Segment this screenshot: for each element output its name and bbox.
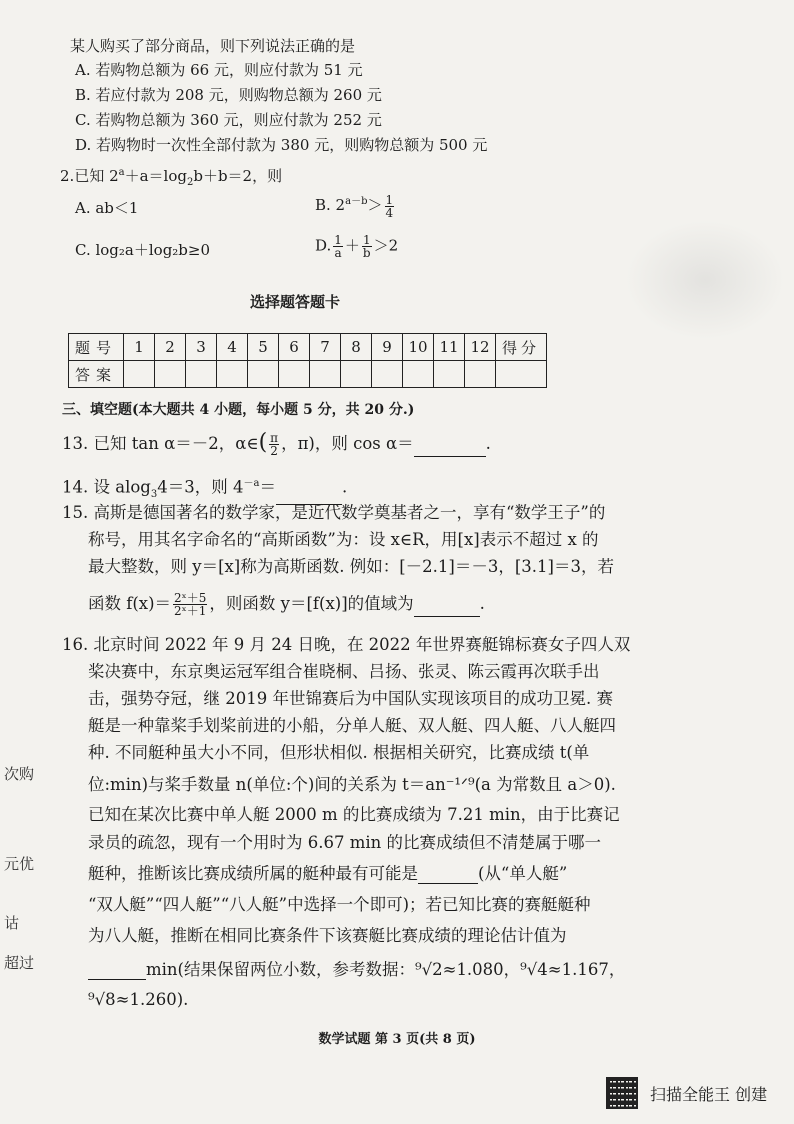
section-heading: 三、填空题(本大题共 4 小题，每小题 5 分，共 20 分.) xyxy=(62,402,415,418)
q16-line: 艇是一种靠桨手划桨前进的小船，分单人艇、双人艇、四人艇、八人艇四 xyxy=(88,716,616,735)
question-number-cell: 5 xyxy=(248,334,279,361)
q1-option-d: D. 若购物时一次性全部付款为 380 元，则购物总额为 500 元 xyxy=(75,136,488,154)
answer-blank[interactable] xyxy=(88,963,146,980)
score-cell[interactable] xyxy=(496,361,547,388)
margin-note: 超过 xyxy=(4,954,35,972)
answer-cell[interactable] xyxy=(248,361,279,388)
q1-option-a: A. 若购物总额为 66 元，则应付款为 51 元 xyxy=(75,61,363,79)
q2-option-d: D. $\frac{1}{a}$ ＋ $\frac{1}{b}$ ＞2 xyxy=(315,233,399,260)
q16-line: 位:min)与桨手数量 n(单位:个)间的关系为 t＝an⁻¹ᐟ⁹(a 为常数且 a＞0). xyxy=(88,775,616,794)
table-row xyxy=(69,334,547,361)
fraction: $\frac{\pi}{2}$ xyxy=(270,431,279,458)
score-header: 得分 xyxy=(496,334,547,361)
answer-cell[interactable] xyxy=(372,361,403,388)
bleed-through-shadow xyxy=(625,220,785,340)
fraction: $\frac{1}{a}$ xyxy=(334,233,342,260)
q16-line: 种. 不同艇种虽大小不同，但形状相似. 根据相关研究，比赛成绩 t(单 xyxy=(88,743,590,762)
answer-cell[interactable] xyxy=(124,361,155,388)
q15-line: 最大整数，则 y＝[x]称为高斯函数. 例如：[－2.1]＝－3，[3.1]＝3，若 xyxy=(88,557,614,576)
margin-note: 元优 xyxy=(4,855,35,873)
answer-cell[interactable] xyxy=(403,361,434,388)
q15-line: 称号，用其名字命名的“高斯函数”为：设 x∈R，用[x]表示不超过 x 的 xyxy=(88,530,599,549)
answer-cell[interactable] xyxy=(310,361,341,388)
answer-cell[interactable] xyxy=(341,361,372,388)
row-header-number: 题号 xyxy=(69,334,124,361)
q16-line: ⁹√8≈1.260). xyxy=(88,990,189,1009)
q16-line: “双人艇”“四人艇”“八人艇”中选择一个即可)；若已知比赛的赛艇艇种 xyxy=(88,895,591,914)
answer-blank[interactable] xyxy=(414,440,486,457)
question-number-cell: 1 xyxy=(124,334,155,361)
q1-option-b: B. 若应付款为 208 元，则购物总额为 260 元 xyxy=(75,86,382,104)
margin-note: 次购 xyxy=(4,765,35,783)
q16-line: min(结果保留两位小数，参考数据：⁹√2≈1.080，⁹√4≈1.167， xyxy=(88,960,625,980)
q16-line: 艇种，推断该比赛成绩所属的艇种最有可能是 (从“单人艇” xyxy=(88,864,568,883)
question-number-cell: 8 xyxy=(341,334,372,361)
fraction: $\frac{1}{b}$ xyxy=(362,233,371,260)
answer-blank[interactable] xyxy=(414,600,480,617)
q15-line: 15. 高斯是德国著名的数学家，是近代数学奠基者之一，享有“数学王子”的 xyxy=(62,503,606,522)
answer-cell[interactable] xyxy=(155,361,186,388)
q16-line: 16. 北京时间 2022 年 9 月 24 日晚，在 2022 年世界赛艇锦标赛女子四人双 xyxy=(62,635,631,654)
answer-cell[interactable] xyxy=(465,361,496,388)
question-number-cell: 2 xyxy=(155,334,186,361)
fraction: $\frac{1}{4}$ xyxy=(385,192,394,220)
q2-option-a: A. ab＜1 xyxy=(75,199,139,217)
q1-option-c: C. 若购物总额为 360 元，则应付款为 252 元 xyxy=(75,111,382,129)
question-number-cell: 11 xyxy=(434,334,465,361)
question-number-cell: 4 xyxy=(217,334,248,361)
answer-cell[interactable] xyxy=(186,361,217,388)
answer-blank[interactable] xyxy=(418,867,478,884)
table-row xyxy=(69,361,547,388)
q2-option-b: B. $2^{a-b}>$ $\frac{1}{4}$ xyxy=(315,192,394,220)
answer-card-table xyxy=(68,333,547,388)
q16-line: 为八人艇，推断在相同比赛条件下该赛艇比赛成绩的理论估计值为 xyxy=(88,926,567,945)
row-header-answer: 答案 xyxy=(69,361,124,388)
q16-line: 桨决赛中，东京奥运冠军组合崔晓桐、吕扬、张灵、陈云霞再次联手出 xyxy=(88,662,600,681)
q2-number: 2. xyxy=(60,167,75,185)
answer-card-title: 选择题答题卡 xyxy=(250,293,341,311)
page-footer: 数学试题 第 3 页(共 8 页) xyxy=(318,1032,476,1047)
q15-line: 函数 f(x)＝ $\frac{\text{2ˣ＋5}}{\text{2ˣ＋1}}$ ，则函数 y＝[f(x)]的值域为 . xyxy=(88,591,485,618)
answer-cell[interactable] xyxy=(434,361,465,388)
q2-stem: 2.已知 $2^a+a=\log_2b+b=2$，则 xyxy=(60,167,283,188)
question-number-cell: 12 xyxy=(465,334,496,361)
question-number-cell: 9 xyxy=(372,334,403,361)
answer-cell[interactable] xyxy=(279,361,310,388)
question-number-cell: 6 xyxy=(279,334,310,361)
margin-note: 诂 xyxy=(4,914,20,932)
question-number-cell: 7 xyxy=(310,334,341,361)
q1-stem: 某人购买了部分商品，则下列说法正确的是 xyxy=(70,37,356,55)
q16-line: 已知在某次比赛中单人艇 2000 m 的比赛成绩为 7.21 min，由于比赛记 xyxy=(88,805,620,824)
question-number-cell: 3 xyxy=(186,334,217,361)
q2-option-c: C. log₂a＋log₂b≥0 xyxy=(75,241,211,259)
q14: 14. 设 alog$_3$4＝3，则 $4^{-a}=$ . xyxy=(62,474,347,505)
q13: 13. 已知 tan α＝－2，α∈( $\frac{\pi}{2}$ ，π)，则 cos α＝ . xyxy=(62,430,491,458)
question-number-cell: 10 xyxy=(403,334,434,361)
scanner-watermark: 扫描全能王 创建 xyxy=(650,1085,768,1104)
fraction: $\frac{\text{2ˣ＋5}}{\text{2ˣ＋1}}$ xyxy=(174,591,207,618)
answer-cell[interactable] xyxy=(217,361,248,388)
q16-line: 录员的疏忽，现有一个用时为 6.67 min 的比赛成绩但不清楚属于哪一 xyxy=(88,833,602,852)
q16-line: 击，强势夺冠，继 2019 年世锦赛后为中国队实现该项目的成功卫冕. 赛 xyxy=(88,689,613,708)
qr-code-icon xyxy=(606,1077,638,1109)
